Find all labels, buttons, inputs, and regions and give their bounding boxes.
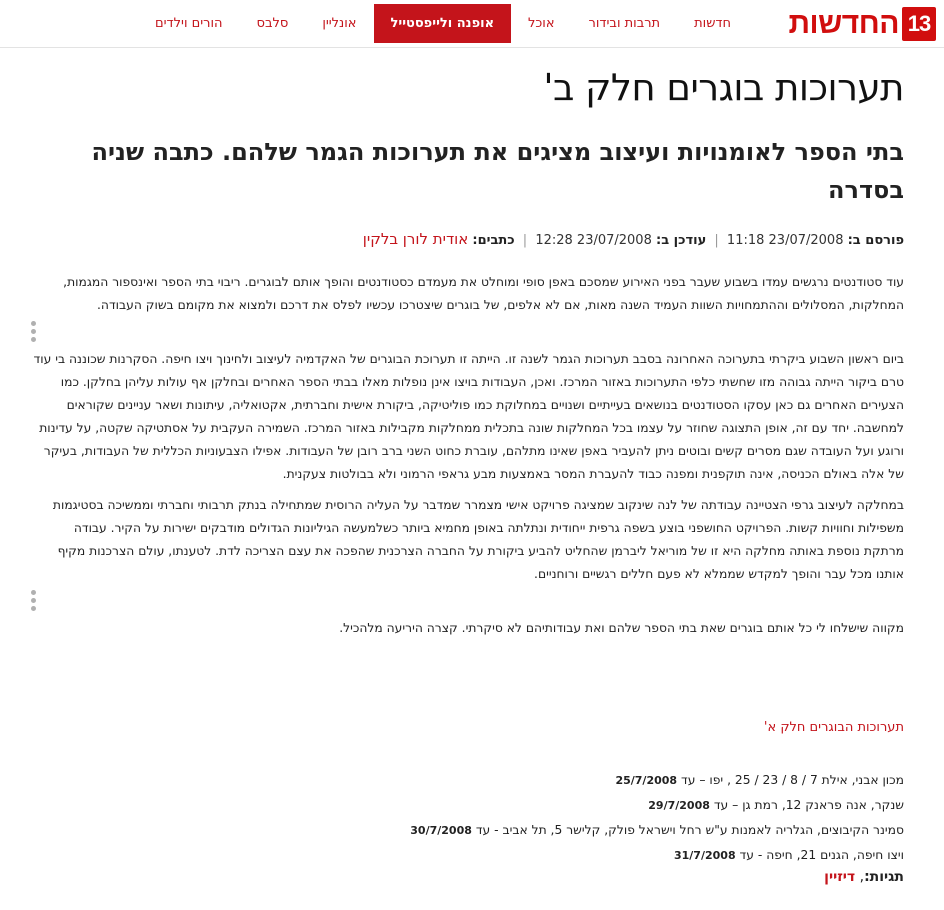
- tags-label: תגיות:: [864, 869, 904, 885]
- tag-separator: ,: [859, 869, 865, 885]
- exhibition-list: [30, 768, 904, 868]
- site-logo[interactable]: [789, 5, 936, 43]
- related-article-link[interactable]: תערוכות הבוגרים חלק א': [763, 720, 904, 735]
- logo-text: החדשות: [788, 7, 899, 40]
- paragraph: מקווה שישלחו לי כל אותם בוגרים שאת בתי הספר שלהם ואת עבודותיהם לא סיקרתי. קצרה היריעה מלהכיל.: [339, 621, 904, 635]
- ad-placeholder: [30, 586, 904, 617]
- paragraph: ביום ראשון השבוע ביקרתי בתערוכה האחרונה בסבב תערוכות הגמר לשנה זו. הייתה זו תערוכת הבוגרים של האקדמיה לעיצוב ולחינוך ויצו חיפה. הסקרנות שכוננה בי עוד טרם ביקור הייתה גבוהה מזו שחשתי כלפי התערוכות באזור המרכז. ואכן, העבודות בויצו אינן נופלות מאלו בבתי הספר האחרים ובחלקן אף עולות עליהן בחלקן. כמו הצעירים האחרים גם כאן עסקו הסטודנטים בנושאים בעייתיים ושנויים במחלוקת כמו פוליטיקה, ביקורת אישית וחברתית, אקטואליה, עיתונות ושאר עניינים שקוראים למחשבה. יחד עם זה, אופן התצוגה שחוזר על עצמו בכל המחלקות שונה בתכלית ממחלקות מקבילות באזור המרכז. השמירה העקבית על אסתטיקה שקטה, על עדינות ורוגע ועל העובדה שגם מסרים קשים ובוטים ניתן להעביר באפן שאינו מתלהם, עוברת כחוט השני ברב רובן של העבודות. אפילו הצבעוניות הכללית של העבודות, בעיקר של אלה באולם הכניסה, אינה תוקפנית ומפנה כבוד להעברת המסר באמצעות מבע גראפי הרמוני ולא בבולטות צעקנית.: [33, 352, 904, 481]
- nav-item-food[interactable]: אוכל: [528, 16, 555, 31]
- ad-placeholder: [30, 317, 904, 348]
- nav-item-parents[interactable]: הורים וילדים: [155, 16, 223, 31]
- updated-label: עודכן ב:: [656, 233, 707, 248]
- main-nav: [138, 4, 748, 43]
- writers-label: כתבים:: [472, 233, 515, 248]
- updated-date: 23/07/2008 12:28: [535, 233, 652, 248]
- meta-divider: |: [714, 233, 719, 248]
- published-label: פורסם ב:: [847, 233, 904, 248]
- paragraph: במחלקה לעיצוב גרפי הצטיינה עבודתה של לנה שינקוב שמציגה פרויקט אישי מצמרר שמדבר על העליה הרוסית שמתחילה בנתק תרבותי וחברתי וממשיכה בסטיגמות משפילות וחוויות קשות. הפרויקט החושפני בוצע בשפה גרפית ייחודית ונתלתה באופן מחמיא ביותר כשלמעשה הגיליונות הגדולים מודבקים ישירות על הקיר. עבודה מרתקת נוספת באותה מחלקה היא זו של מוריאל ליברמן שהחליט להביע ביקורת על החברה הצרכנית שהפכה את עצם הצריכה לדת. לטענתו, עולם הצרכנות מקיף אותנו מכל עבר והופך למקדש שממלא לא פעם חללים רגשיים ורוחניים.: [52, 498, 904, 581]
- article-subtitle: בתי הספר לאומנויות ועיצוב מציגים את תערוכות הגמר שלהם. כתבה שניה בסדרה: [91, 138, 904, 204]
- article-body: [30, 271, 904, 640]
- article-title: תערוכות בוגרים חלק ב': [543, 66, 904, 109]
- list-item: שנקר, אנה פראנק 12, רמת גן – עד 29/7/2008: [648, 798, 904, 812]
- list-item: ויצו חיפה, הגנים 21, חיפה - עד 31/7/2008: [673, 848, 904, 862]
- site-header: [0, 0, 944, 48]
- published-date: 23/07/2008 11:18: [726, 233, 844, 248]
- nav-item-celebs[interactable]: סלבס: [256, 16, 289, 31]
- paragraph: עוד סטודנטים נרגשים עמדו בשבוע שעבר בפני האירוע שמסכם באפן סופי ומוחלט את מעמדם כסטודנטים והופך אותם לבוגרים. ריבוי בתי הספר ואינספור המגמות, המחלקות, המסלולים וההתמחויות השוות העמיד השנה מאות, אם לא אלפים, של בוגרים שיצטרכו עכשיו לפלס את דרכם ולמצוא את מקומם בשוק העבודה.: [63, 275, 904, 312]
- more-vertical-icon[interactable]: [30, 590, 36, 611]
- nav-item-news[interactable]: חדשות: [694, 16, 731, 31]
- list-item: מכון אבני, אילת 7 / 8 / 23 / 25 , יפו – עד 25/7/2008: [615, 773, 904, 787]
- meta-divider: |: [522, 233, 528, 248]
- nav-item-fashion[interactable]: אופנה ולייפסטייל: [374, 4, 512, 43]
- nav-item-online[interactable]: אונליין: [322, 16, 357, 31]
- list-item: סמינר הקיבוצים, הגלריה לאמנות ע"ש רחל וישראל פולק, קלישר 5, תל אביב - עד 30/7/2008: [410, 823, 904, 837]
- article-meta: [34, 229, 904, 251]
- channel-13-icon: 13: [902, 7, 936, 41]
- tags-row: [824, 869, 904, 885]
- tag-link[interactable]: דיזיין: [824, 869, 856, 885]
- nav-item-culture[interactable]: תרבות ובידור: [588, 16, 661, 31]
- author-link[interactable]: אודית לורן בלקין: [362, 230, 469, 248]
- more-vertical-icon[interactable]: [30, 321, 36, 342]
